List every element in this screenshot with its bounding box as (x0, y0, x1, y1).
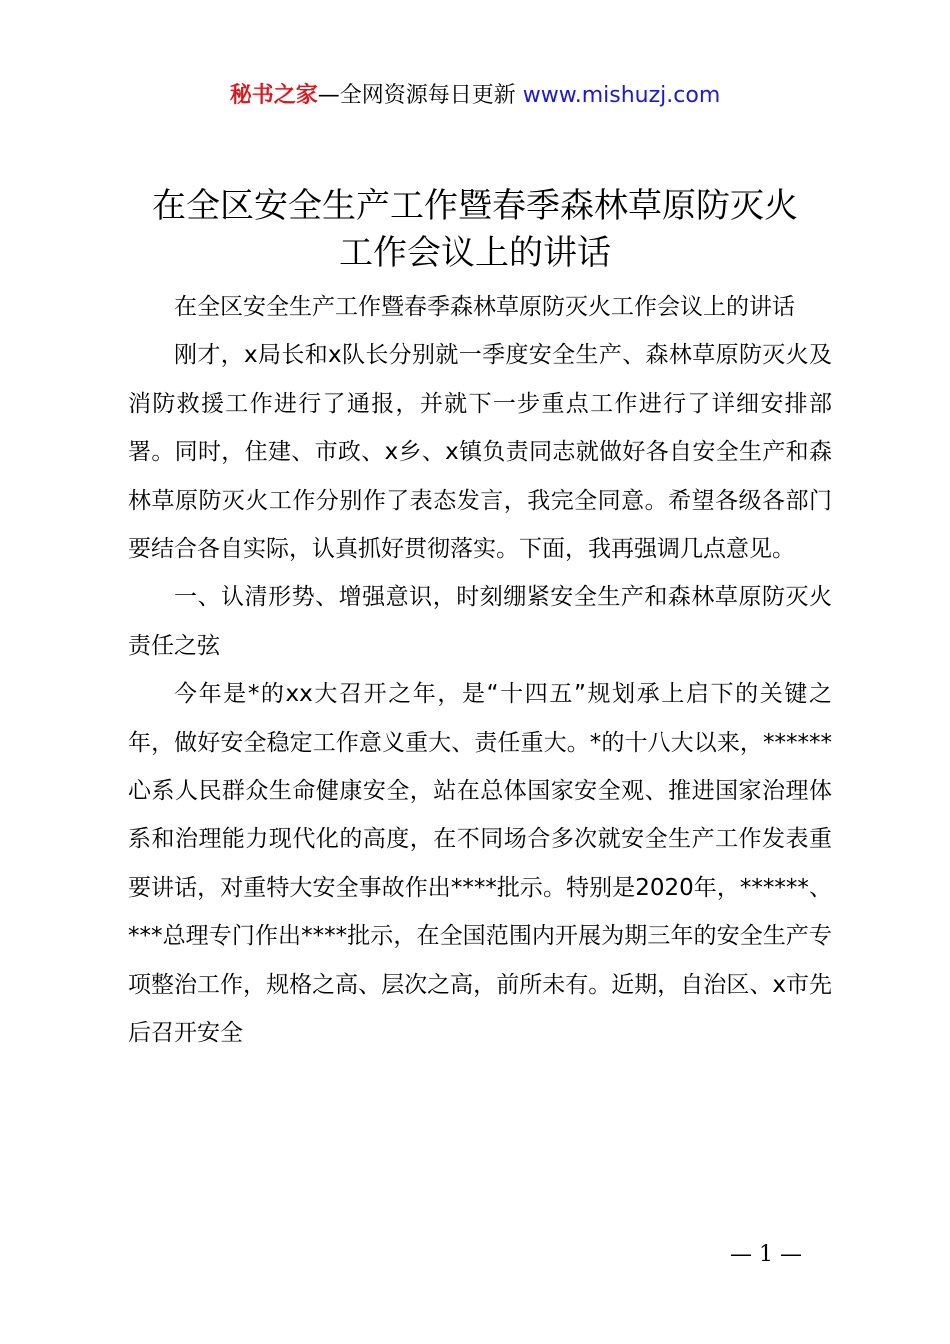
document-body (128, 283, 832, 1058)
site-url-link[interactable]: www.mishuzj.com (522, 83, 721, 108)
site-header (0, 80, 950, 112)
document-title (0, 183, 950, 277)
section-heading-1: 一、认清形势、增强意识，时刻绷紧安全生产和森林草原防灭火责任之弦 (128, 584, 832, 659)
paragraph-opening: 刚才，x局长和x队长分别就一季度安全生产、森林草原防灭火及消防救援工作进行了通报，并就下一步重点工作进行了详细安排部署。同时，住建、市政、x乡、x镇负责同志就做好各自安全生产和森林草原防灭火工作分别作了表态发言，我完全同意。希望各级各部门要结合各自实际，认真抓好贯彻落实。下面，我再强调几点意见。 (128, 342, 832, 563)
paragraph-subtitle: 在全区安全生产工作暨春季森林草原防灭火工作会议上的讲话 (174, 294, 795, 320)
paragraph-section-1: 今年是*的xx大召开之年，是“十四五”规划承上启下的关键之年，做好安全稳定工作意义重大、责任重大。*的十八大以来，******心系人民群众生命健康安全，站在总体国家安全观、推进国家治理体系和治理能力现代化的高度，在不同场合多次就安全生产工作发表重要讲话，对重特大安全事故作出****批示。特别是2020年，******、***总理专门作出****批示，在全国范围内开展为期三年的安全生产专项整治工作，规格之高、层次之高，前所未有。近期，自治区、x市先后召开安全 (128, 681, 832, 1047)
title-line-1: 在全区安全生产工作暨春季森林草原防灭火 (152, 186, 798, 226)
page-number: — 1 — (730, 1242, 802, 1267)
site-brand: 秘书之家 (229, 83, 318, 108)
title-line-2: 工作会议上的讲话 (339, 233, 611, 273)
site-slogan: —全网资源每日更新 (317, 83, 516, 108)
